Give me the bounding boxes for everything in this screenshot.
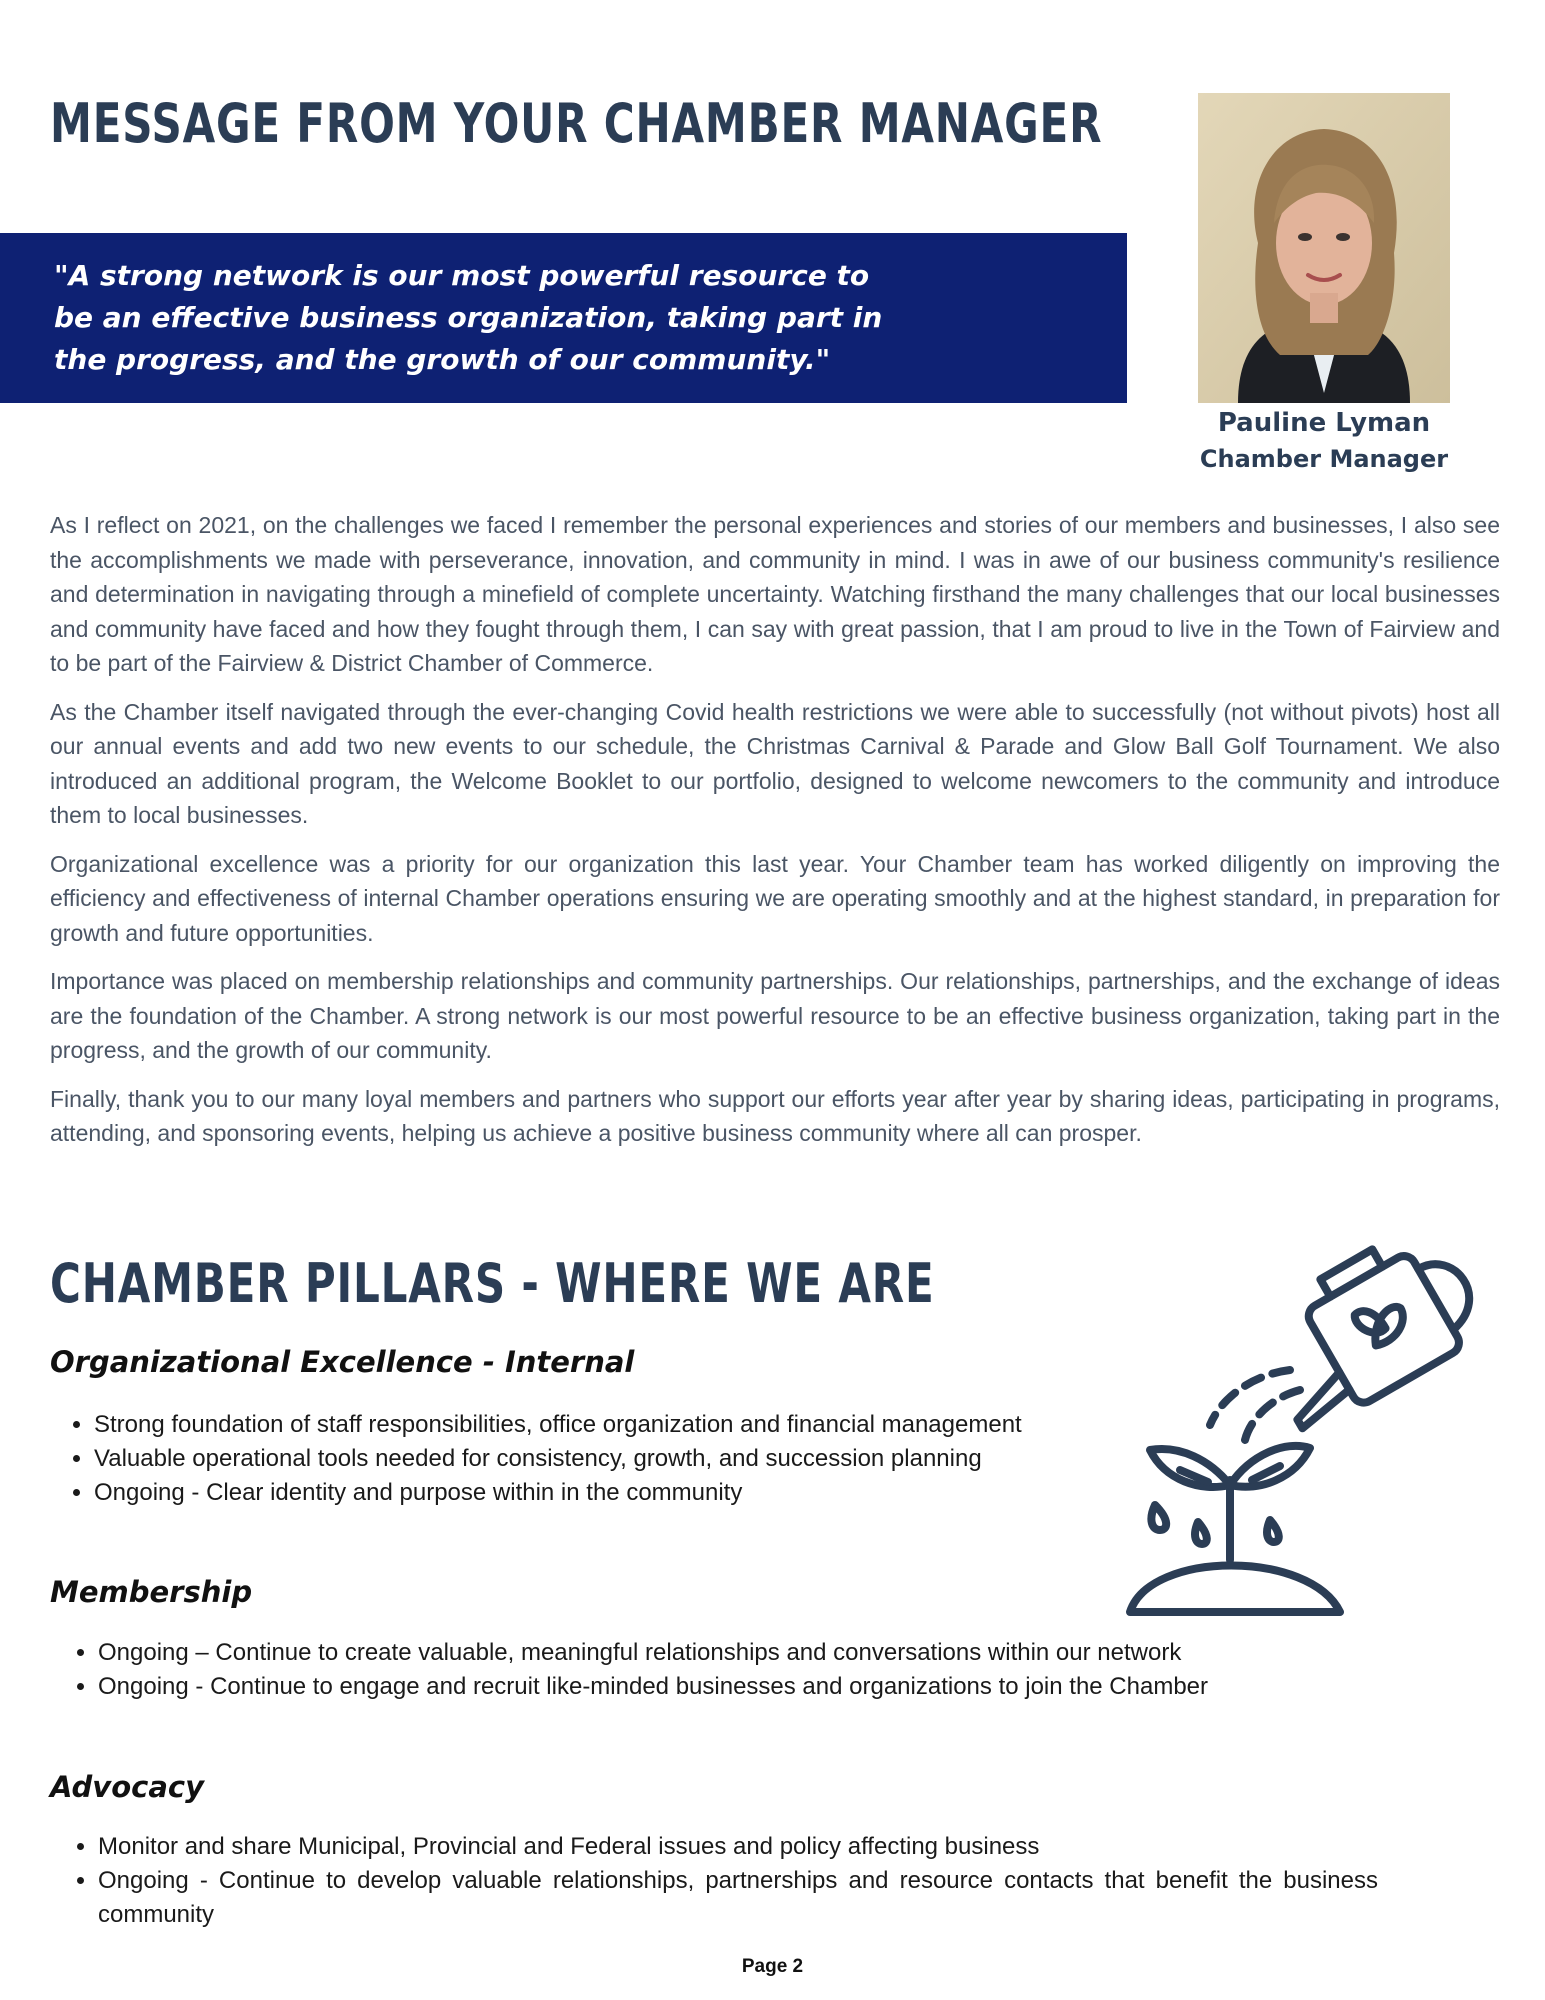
list-item: • Ongoing - Clear identity and purpose within in the community: [94, 1476, 1154, 1510]
quote-text: "A strong network is our most powerful resource to be an effective business organization, taking part in the progress, and the growth of our community.": [54, 259, 883, 376]
organizational-list: [50, 1408, 1154, 1510]
pillars-title: CHAMBER PILLARS - WHERE WE ARE: [50, 1252, 935, 1315]
watering-can-plant-icon: [1120, 1230, 1505, 1620]
list-item: • Ongoing - Continue to engage and recruit like-minded businesses and organizations to join the Chamber: [98, 1670, 1398, 1704]
manager-name: Pauline Lyman: [1217, 408, 1431, 438]
section-heading-organizational: Organizational Excellence - Internal: [50, 1345, 635, 1379]
manager-role: Chamber Manager: [1199, 445, 1449, 473]
portrait-image: [1198, 93, 1450, 403]
page-number: Page 2: [741, 1956, 804, 1977]
manager-caption: [1140, 405, 1508, 477]
list-item: • Ongoing - Continue to develop valuable relationships, partnerships and resource contacts that benefit the business community: [98, 1864, 1378, 1932]
manager-photo: [1198, 93, 1450, 403]
list-item: • Ongoing – Continue to create valuable, meaningful relationships and conversations within our network: [98, 1636, 1398, 1670]
section-heading-membership: Membership: [50, 1575, 253, 1609]
list-item: • Strong foundation of staff responsibilities, office organization and financial management: [94, 1408, 1154, 1442]
membership-list: [54, 1636, 1398, 1704]
section-heading-advocacy: Advocacy: [50, 1770, 204, 1804]
paragraph: As the Chamber itself navigated through the ever-changing Covid health restrictions we were able to successfully (not without pivots) host all our annual events and add two new events to our schedule, the Christmas Carnival & Parade and Glow Ball Golf Tournament. We also introduced an additional program, the Welcome Booklet to our portfolio, designed to welcome newcomers to the community and introduce them to local businesses.: [50, 698, 1500, 828]
advocacy-list: [54, 1830, 1378, 1932]
paragraph: As I reflect on 2021, on the challenges we faced I remember the personal experiences and stories of our members and businesses, I also see the accomplishments we made with perseverance, innovation, and community in mind. I was in awe of our business community's resilience and determination in navigating through a minefield of complete uncertainty. Watching firsthand the many challenges that our local businesses and community have faced and how they fought through them, I can say with great passion, that I am proud to live in the Town of Fairview and to be part of the Fairview & District Chamber of Commerce.: [50, 512, 1500, 676]
paragraph: Importance was placed on membership relationships and community partnerships. Our relationships, partnerships, and the exchange of ideas are the foundation of the Chamber. A strong network is our most powerful resource to be an effective business organization, taking part in the progress, and the growth of our community.: [50, 968, 1500, 1063]
list-item: • Monitor and share Municipal, Provincial and Federal issues and policy affecting business: [98, 1830, 1378, 1864]
quote-banner: [0, 233, 1127, 403]
message-body: [50, 508, 1500, 1165]
paragraph: Organizational excellence was a priority for our organization this last year. Your Chamber team has worked diligently on improving the efficiency and effectiveness of internal Chamber operations ensuring we are operating smoothly and at the highest standard, in preparation for growth and future opportunities.: [50, 850, 1500, 946]
paragraph: Finally, thank you to our many loyal members and partners who support our efforts year after year by sharing ideas, participating in programs, attending, and sponsoring events, helping us achieve a positive business community where all can prosper.: [50, 1085, 1500, 1146]
list-item: • Valuable operational tools needed for consistency, growth, and succession planning: [94, 1442, 1154, 1476]
page-title: MESSAGE FROM YOUR CHAMBER MANAGER: [50, 92, 1103, 155]
